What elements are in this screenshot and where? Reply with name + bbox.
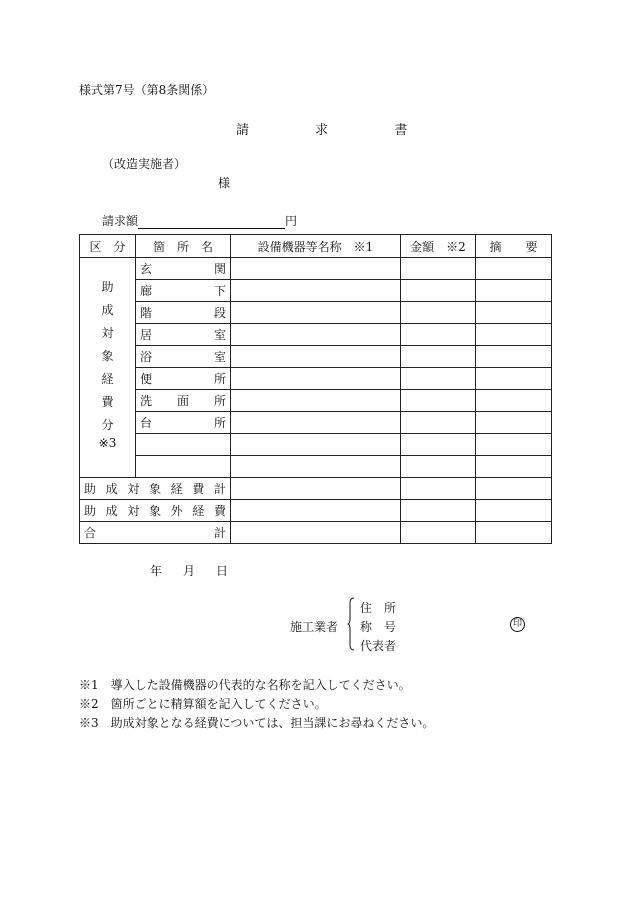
amount-cell[interactable] xyxy=(401,500,476,522)
equipment-cell[interactable] xyxy=(231,258,401,280)
amount-cell[interactable] xyxy=(401,368,476,390)
note-1: ※1 導入した設備機器の代表的な名称を記入してください。 xyxy=(79,678,411,692)
equipment-cell[interactable] xyxy=(231,522,401,544)
total-label: 合 計 xyxy=(80,522,231,544)
title-char: 書 xyxy=(394,123,408,138)
amount-input-line[interactable] xyxy=(138,216,285,229)
remarks-cell[interactable] xyxy=(476,258,552,280)
category-note: ※3 xyxy=(98,436,117,450)
remarks-cell[interactable] xyxy=(476,280,552,302)
seal-icon: 印 xyxy=(510,617,525,632)
recipient-label: （改造実施者） xyxy=(102,157,187,171)
subtotal-label: 助 成 対 象 経 費 計 xyxy=(80,478,231,500)
header-category: 区 分 xyxy=(80,235,136,258)
location-cell: 居 室 xyxy=(136,324,231,346)
amount-cell[interactable] xyxy=(401,434,476,456)
remarks-cell[interactable] xyxy=(476,368,552,390)
amount-cell[interactable] xyxy=(401,324,476,346)
table-row xyxy=(80,412,552,434)
brace-icon xyxy=(347,597,355,651)
amount-cell[interactable] xyxy=(401,478,476,500)
remarks-cell[interactable] xyxy=(476,390,552,412)
equipment-cell[interactable] xyxy=(231,324,401,346)
header-amount: 金額 ※2 xyxy=(401,235,476,258)
table-row xyxy=(80,368,552,390)
amount-cell[interactable] xyxy=(401,412,476,434)
table-row xyxy=(80,456,552,478)
table-row xyxy=(80,324,552,346)
location-cell: 便 所 xyxy=(136,368,231,390)
remarks-cell[interactable] xyxy=(476,478,552,500)
header-location: 箇 所 名 xyxy=(136,235,231,258)
total-row xyxy=(80,522,552,544)
table-row xyxy=(80,434,552,456)
form-number: 様式第7号（第8条関係） xyxy=(79,83,215,97)
category-char: 対 xyxy=(101,326,114,340)
location-cell: 階 段 xyxy=(136,302,231,324)
equipment-cell[interactable] xyxy=(231,412,401,434)
amount-cell[interactable] xyxy=(401,456,476,478)
contractor-label: 施工業者 xyxy=(290,620,339,634)
equipment-cell[interactable] xyxy=(231,434,401,456)
equipment-cell[interactable] xyxy=(231,280,401,302)
location-cell: 浴 室 xyxy=(136,346,231,368)
category-char: 分 xyxy=(101,418,114,432)
equipment-cell[interactable] xyxy=(231,302,401,324)
location-cell: 玄 関 xyxy=(136,258,231,280)
subtotal-row xyxy=(80,478,552,500)
header-remarks: 摘 要 xyxy=(476,235,552,258)
table-row xyxy=(80,302,552,324)
remarks-cell[interactable] xyxy=(476,434,552,456)
category-cell xyxy=(80,258,136,478)
table-row xyxy=(80,280,552,302)
date-month: 月 xyxy=(183,564,196,578)
location-cell: 台 所 xyxy=(136,412,231,434)
category-char: 成 xyxy=(101,303,114,317)
category-char: 経 xyxy=(101,372,114,386)
amount-unit: 円 xyxy=(285,214,298,228)
remarks-cell[interactable] xyxy=(476,346,552,368)
address-field: 住 所 xyxy=(360,601,397,615)
amount-cell[interactable] xyxy=(401,390,476,412)
date-year: 年 xyxy=(150,564,163,578)
remarks-cell[interactable] xyxy=(476,500,552,522)
title-char: 請 xyxy=(236,123,250,138)
contractor-fields xyxy=(360,599,396,656)
table-row xyxy=(80,390,552,412)
note-2: ※2 箇所ごとに精算額を記入してください。 xyxy=(79,697,327,711)
remarks-cell[interactable] xyxy=(476,456,552,478)
category-char: 象 xyxy=(101,349,114,363)
amount-cell[interactable] xyxy=(401,346,476,368)
table-row xyxy=(80,346,552,368)
equipment-cell[interactable] xyxy=(231,390,401,412)
table-row xyxy=(80,258,552,280)
remarks-cell[interactable] xyxy=(476,412,552,434)
equipment-cell[interactable] xyxy=(231,368,401,390)
remarks-cell[interactable] xyxy=(476,522,552,544)
location-cell: 洗 面 所 xyxy=(136,390,231,412)
equipment-cell[interactable] xyxy=(231,346,401,368)
remarks-cell[interactable] xyxy=(476,324,552,346)
date-day: 日 xyxy=(216,564,229,578)
footnotes xyxy=(79,676,434,733)
header-equipment: 設備機器等名称 ※1 xyxy=(231,235,401,258)
location-cell[interactable] xyxy=(136,456,231,478)
title-char: 求 xyxy=(315,123,329,138)
equipment-cell[interactable] xyxy=(231,500,401,522)
location-cell[interactable] xyxy=(136,434,231,456)
non-subsidy-row xyxy=(80,500,552,522)
non-subsidy-label: 助 成 対 象 外 経 費 xyxy=(80,500,231,522)
equipment-cell[interactable] xyxy=(231,456,401,478)
claim-table xyxy=(79,234,552,544)
trade-name-field: 称 号 xyxy=(360,620,397,634)
date-line xyxy=(150,562,228,579)
amount-cell[interactable] xyxy=(401,302,476,324)
amount-cell[interactable] xyxy=(401,522,476,544)
amount-label: 請求額 xyxy=(102,214,139,228)
recipient-suffix: 様 xyxy=(218,176,231,190)
representative-field: 代表者 xyxy=(360,639,397,653)
amount-row xyxy=(102,212,297,229)
note-3: ※3 助成対象となる経費については、担当課にお尋ねください。 xyxy=(79,716,435,730)
category-char: 費 xyxy=(101,395,114,409)
remarks-cell[interactable] xyxy=(476,302,552,324)
location-cell: 廊 下 xyxy=(136,280,231,302)
amount-cell[interactable] xyxy=(401,258,476,280)
equipment-cell[interactable] xyxy=(231,478,401,500)
document-title xyxy=(236,119,407,138)
amount-cell[interactable] xyxy=(401,280,476,302)
category-char: 助 xyxy=(101,280,114,294)
table-header-row xyxy=(80,235,552,258)
